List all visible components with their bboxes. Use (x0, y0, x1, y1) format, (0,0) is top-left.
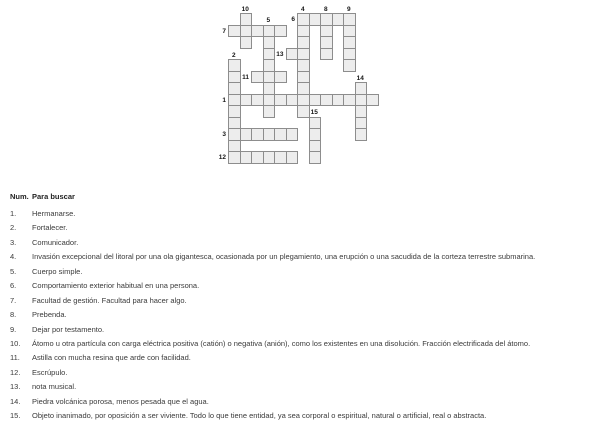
clue-number: 2. (10, 223, 17, 233)
clue-text: Dejar por testamento. (32, 324, 105, 334)
clue-text: Hermanarse. (32, 208, 76, 218)
clue-row (10, 236, 596, 250)
grid-cell[interactable] (355, 82, 368, 95)
clue-header-label: Para buscar (32, 192, 75, 201)
grid-cell[interactable] (263, 82, 276, 95)
clue-text: Invasión excepcional del litoral por una ola gigantesca, ocasionada por un plegamiento, una erupción o una sacudida de la corteza terrestre submarina. (32, 252, 536, 262)
word-number-label: 10 (241, 5, 249, 13)
clue-text: Fortalecer. (32, 223, 68, 233)
clue-row (10, 380, 596, 394)
clue-number: 7. (10, 295, 17, 305)
word-number-label: 11 (242, 73, 249, 81)
grid-cell[interactable] (286, 151, 299, 164)
clue-row (10, 395, 596, 409)
grid-cell[interactable] (274, 25, 287, 38)
clue-row (10, 366, 596, 380)
clue-text: Átomo u otra partícula con carga eléctrica positiva (catión) o negativa (anión), como los existentes en una disolución. Fracción electrificada del átomo. (32, 339, 531, 349)
clue-row (10, 294, 596, 308)
clue-row (10, 207, 596, 221)
clue-row (10, 337, 596, 351)
grid-cell[interactable] (240, 36, 253, 49)
clue-row (10, 279, 596, 293)
word-number-label: 1 (222, 96, 226, 104)
clue-text: Cuerpo simple. (32, 266, 83, 276)
grid-cell[interactable] (251, 71, 264, 84)
grid-cell[interactable] (286, 48, 299, 61)
word-number-label: 8 (323, 5, 328, 13)
clue-text: Comunicador. (32, 237, 79, 247)
clue-text: Escrúpulo. (32, 367, 68, 377)
clue-row (10, 308, 596, 322)
clue-number: 12. (10, 367, 21, 377)
clue-number: 14. (10, 396, 21, 406)
clue-number: 13. (10, 382, 21, 392)
grid-cell[interactable] (274, 71, 287, 84)
clue-list-header (10, 190, 596, 204)
clue-list (10, 190, 596, 424)
clue-number: 3. (10, 237, 17, 247)
clue-number: 4. (10, 252, 17, 262)
word-number-label: 7 (222, 27, 226, 35)
grid-cell[interactable] (297, 82, 310, 95)
clue-number: 9. (10, 324, 17, 334)
clue-text: Prebenda. (32, 310, 67, 320)
word-number-label: 14 (356, 74, 364, 82)
word-number-label: 9 (346, 5, 351, 13)
clue-number: 10. (10, 339, 21, 349)
grid-cell[interactable] (320, 48, 333, 61)
grid-cell[interactable] (240, 13, 253, 26)
clue-text: Astilla con mucha resina que arde con facilidad. (32, 353, 191, 363)
word-number-label: 13 (276, 50, 284, 58)
grid-cell[interactable] (343, 59, 356, 72)
clue-number: 15. (10, 411, 21, 421)
grid-cell[interactable] (228, 82, 241, 95)
clue-text: Facultad de gestión. Facultad para hacer algo. (32, 295, 187, 305)
grid-cell[interactable] (355, 128, 368, 141)
clue-row (10, 250, 596, 264)
word-number-label: 5 (266, 17, 271, 24)
clue-number: 1. (10, 208, 17, 218)
clue-row (10, 221, 596, 235)
word-number-label: 3 (222, 131, 226, 138)
clue-text: Objeto inanimado, por oposición a ser viviente. Todo lo que tiene entidad, ya sea corporal o espiritual, natural o artificial, real o abstracta. (32, 411, 487, 421)
grid-cell[interactable] (286, 128, 299, 141)
clue-text: Piedra volcánica porosa, menos pesada que el agua. (32, 396, 209, 406)
word-number-label: 4 (300, 5, 305, 13)
clue-row (10, 323, 596, 337)
word-number-label: 2 (231, 51, 236, 59)
word-number-label: 15 (310, 109, 318, 116)
clue-row (10, 351, 596, 365)
clue-row (10, 409, 596, 423)
grid-cell[interactable] (366, 94, 379, 107)
grid-cell[interactable] (251, 25, 264, 38)
clue-number: 11. (10, 353, 20, 363)
clue-number: 5. (10, 266, 17, 276)
grid-cell[interactable] (309, 151, 322, 164)
word-number-label: 12 (218, 154, 226, 161)
clue-text: Comportamiento exterior habitual en una persona. (32, 281, 200, 291)
clue-number: 6. (10, 281, 17, 291)
word-number-label: 6 (291, 16, 295, 23)
clue-row (10, 265, 596, 279)
grid-cell[interactable] (263, 105, 276, 118)
clue-text: nota musical. (32, 382, 77, 392)
clue-number: 8. (10, 310, 17, 320)
clue-header-num: Num. (10, 192, 29, 201)
